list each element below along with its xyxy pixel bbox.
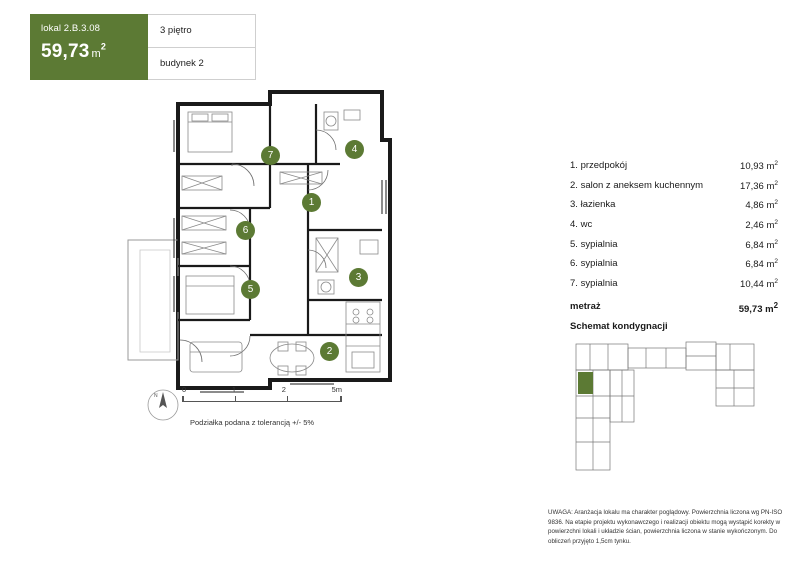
- scale-tick-2: 2: [281, 385, 286, 394]
- room-marker-7: 7: [261, 146, 280, 165]
- scale-tick-labels: [182, 385, 342, 396]
- room-list: [570, 160, 778, 332]
- total-label: metraż: [570, 301, 601, 313]
- room-row: [570, 199, 778, 211]
- room-name: 5. sypialnia: [570, 238, 618, 250]
- unit-area-unit: m: [91, 48, 101, 60]
- room-marker-6: 6: [236, 221, 255, 240]
- room-row: [570, 160, 778, 172]
- scale-tick-3: 5m: [331, 385, 342, 394]
- room-row: [570, 180, 778, 192]
- unit-area-value: 59,73: [41, 41, 90, 62]
- keyplan-highlight: [578, 372, 593, 394]
- room-area: 6,84 $m^2$: [745, 238, 778, 251]
- room-area: 4,86 $m^2$: [745, 199, 778, 212]
- outer-wall: [178, 92, 390, 388]
- meta-box: [148, 14, 256, 80]
- room-area: 17,36 $m^2$: [740, 179, 778, 192]
- room-name: 1. przedpokój: [570, 160, 628, 171]
- keyplan: [570, 338, 760, 478]
- total-area-row: [570, 301, 778, 315]
- room-area: 2,46 $m^2$: [745, 218, 778, 232]
- room-name: 4. wc: [570, 218, 593, 230]
- room-marker-3: 3: [349, 268, 368, 287]
- room-marker-1: 1: [302, 193, 321, 212]
- unit-area: [41, 41, 138, 63]
- unit-area-exponent: 2: [100, 41, 107, 52]
- balcony-inner: [140, 250, 170, 352]
- keyplan-label: Schemat kondygnacji: [570, 321, 668, 333]
- room-area: 6,84 $m^2$: [745, 258, 778, 271]
- balcony-outline: [128, 240, 178, 360]
- scale-bar-line: [182, 396, 342, 402]
- room-marker-2: 2: [320, 342, 339, 361]
- floorplan-drawing: [120, 90, 420, 410]
- scale-note: Podziałka podana z tolerancją +/- 5%: [190, 418, 315, 427]
- room-name: 2. salon z aneksem kuchennym: [570, 179, 704, 191]
- room-row: [570, 219, 778, 231]
- footnote: UWAGA: Aranżacja lokalu ma charakter poglądowy. Powierzchnia liczona wg PN-ISO 9836. Na etapie projektu wykonawczego i realizacji obiektu mogą wystąpić korekty w powierzchni lokali i układzie ścian, powierzchnia liczona w stanie wykończonym. Do obliczeń przyjęto 1,5cm tynku.: [548, 509, 783, 545]
- unit-code: lokal 2.B.3.08: [41, 23, 100, 34]
- room-name: 6. sypialnia: [570, 258, 618, 270]
- scale-tick-0: 0: [182, 385, 187, 394]
- room-area: 10,44 $m^2$: [740, 277, 778, 291]
- header-block: [30, 14, 256, 80]
- floorplan: [120, 90, 420, 410]
- svg-text:N: N: [154, 393, 158, 399]
- room-name: 3. łazienka: [570, 199, 616, 211]
- total-value: 59,73 $m^2$: [738, 301, 778, 316]
- meta-building: budynek 2: [160, 57, 204, 69]
- room-name: 7. sypialnia: [570, 277, 618, 289]
- room-row: [570, 239, 778, 251]
- compass-icon: [146, 388, 180, 422]
- room-area: 10,93 $m^2$: [740, 160, 778, 173]
- unit-badge: [30, 14, 148, 80]
- scale-bar: [182, 385, 342, 402]
- room-marker-4: 4: [345, 140, 364, 159]
- scale-tick-1: 1: [231, 385, 237, 394]
- meta-floor: 3 piętro: [148, 15, 255, 48]
- room-row: [570, 258, 778, 270]
- room-marker-5: 5: [241, 280, 260, 299]
- room-row: [570, 278, 778, 290]
- keyplan-drawing: [570, 338, 760, 478]
